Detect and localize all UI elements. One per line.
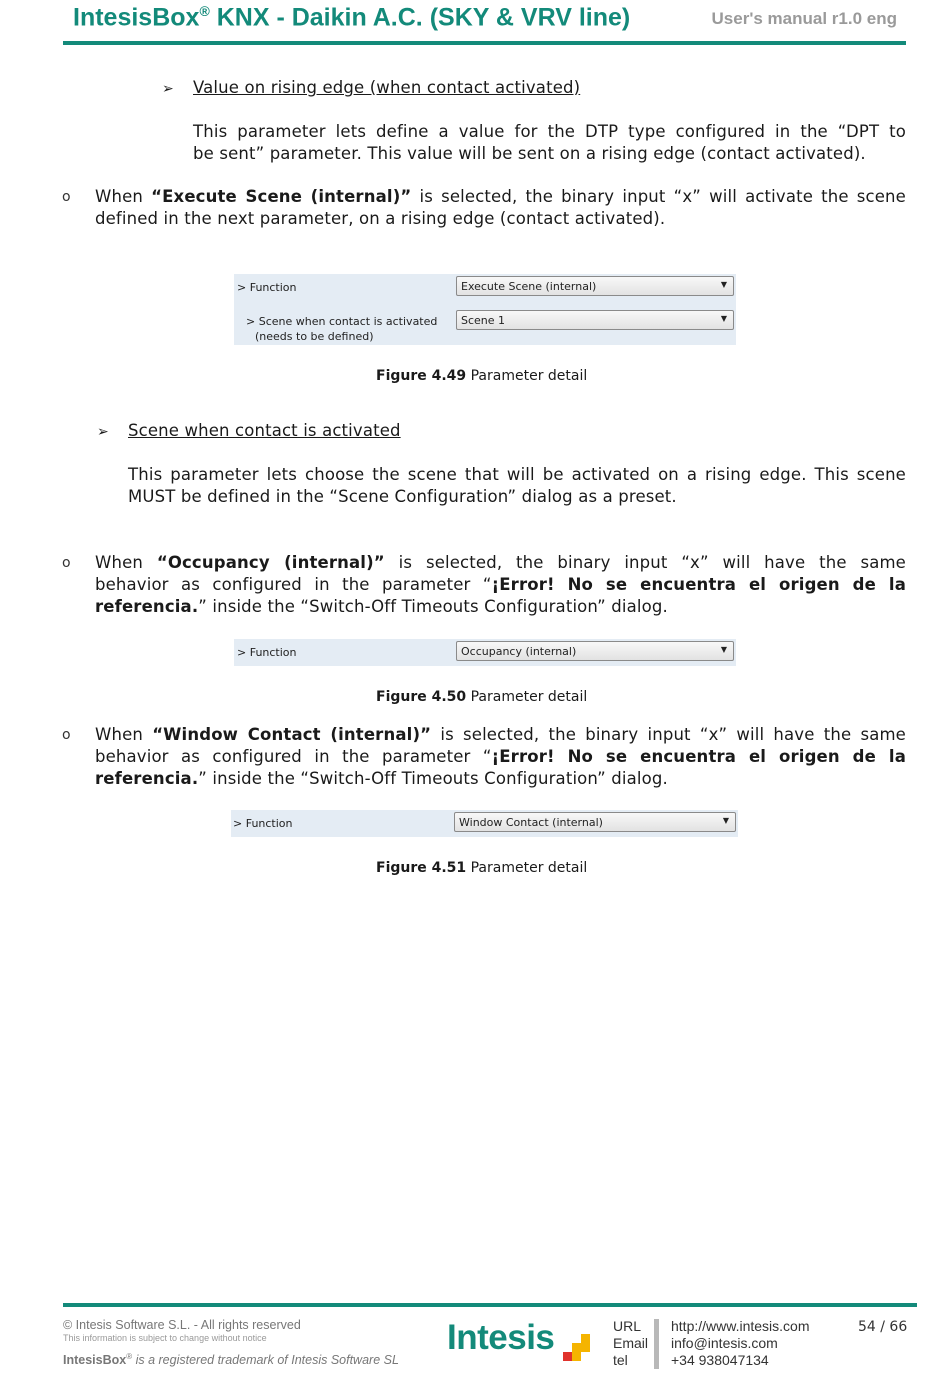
paragraph-line: MUST be defined in the “Scene Configuration” dialog as a preset.	[128, 487, 677, 506]
logo-square-icon	[572, 1343, 581, 1352]
dropdown-arrow-icon: ▼	[722, 816, 729, 825]
disclaimer: This information is subject to change without notice	[63, 1333, 267, 1343]
url-link[interactable]: http://www.intesis.com	[671, 1318, 810, 1334]
paragraph-line: When “Execute Scene (internal)” is selected, the binary input “x” will activate the scene	[95, 187, 906, 206]
dropdown-arrow-icon: ▼	[720, 314, 727, 323]
intesis-logo: Intesis	[447, 1318, 555, 1357]
circle-bullet-icon: o	[62, 555, 71, 571]
parameter-panel	[234, 639, 736, 666]
paragraph-line: referencia.” inside the “Switch-Off Timeouts Configuration” dialog.	[95, 769, 668, 788]
email-link[interactable]: info@intesis.com	[671, 1335, 778, 1351]
scene-dropdown[interactable]	[456, 310, 734, 330]
paragraph-line: This parameter lets choose the scene that will be activated on a rising edge. This scene	[128, 465, 906, 484]
manual-version: User's manual r1.0 eng	[711, 9, 897, 28]
function-dropdown[interactable]	[456, 276, 734, 296]
parameter-label: > Function	[237, 646, 297, 659]
paragraph-line: When “Occupancy (internal)” is selected, the binary input “x” will have the same	[95, 553, 906, 572]
paragraph-line: This parameter lets define a value for the DTP type configured in the “DPT to	[193, 122, 906, 141]
copyright: © Intesis Software S.L. - All rights reserved	[63, 1318, 301, 1332]
figure-caption: Figure 4.50 Parameter detail	[376, 689, 588, 705]
dropdown-value: Scene 1	[461, 314, 506, 327]
dropdown-value: Occupancy (internal)	[461, 645, 577, 658]
footer-divider	[63, 1303, 917, 1307]
arrow-bullet-icon: ➢	[97, 424, 109, 440]
phone-number: +34 938047134	[671, 1352, 769, 1368]
paragraph-line: referencia.” inside the “Switch-Off Timeouts Configuration” dialog.	[95, 597, 668, 616]
url-label: URL	[613, 1318, 642, 1334]
logo-square-icon	[581, 1343, 590, 1352]
trademark-note: IntesisBox® is a registered trademark of Intesis Software SL	[63, 1352, 399, 1368]
section-heading: Value on rising edge (when contact activated)	[193, 78, 581, 97]
header-divider	[63, 41, 906, 45]
dropdown-value: Execute Scene (internal)	[461, 280, 597, 293]
paragraph-line: defined in the next parameter, on a rising edge (contact activated).	[95, 209, 666, 228]
parameter-label: > Scene when contact is activated	[246, 315, 438, 328]
parameter-panel	[234, 274, 736, 345]
contact-separator	[654, 1319, 659, 1369]
parameter-sublabel: (needs to be defined)	[255, 330, 374, 343]
function-dropdown[interactable]	[456, 641, 734, 661]
arrow-bullet-icon: ➢	[162, 81, 174, 97]
parameter-label: > Function	[237, 281, 297, 294]
paragraph-line: be sent” parameter. This value will be sent on a rising edge (contact activated).	[193, 144, 866, 163]
dropdown-value: Window Contact (internal)	[459, 816, 603, 829]
document-title: IntesisBox® KNX - Daikin A.C. (SKY & VRV line)	[73, 3, 631, 32]
figure-caption: Figure 4.49 Parameter detail	[376, 368, 588, 384]
dropdown-arrow-icon: ▼	[720, 280, 727, 289]
parameter-panel	[231, 810, 738, 837]
section-heading: Scene when contact is activated	[128, 421, 401, 440]
logo-square-icon	[581, 1334, 590, 1343]
dropdown-arrow-icon: ▼	[720, 645, 727, 654]
circle-bullet-icon: o	[62, 189, 71, 205]
function-dropdown[interactable]	[454, 812, 736, 832]
circle-bullet-icon: o	[62, 727, 71, 743]
page-number: 54 / 66	[858, 1319, 908, 1335]
logo-square-icon	[563, 1352, 572, 1361]
paragraph-line: behavior as configured in the parameter “¡Error! No se encuentra el origen de la	[95, 747, 906, 766]
figure-caption: Figure 4.51 Parameter detail	[376, 860, 588, 876]
paragraph-line: When “Window Contact (internal)” is selected, the binary input “x” will have the same	[95, 725, 906, 744]
tel-label: tel	[613, 1352, 628, 1368]
paragraph-line: behavior as configured in the parameter “¡Error! No se encuentra el origen de la	[95, 575, 906, 594]
parameter-label: > Function	[233, 817, 293, 830]
email-label: Email	[613, 1335, 649, 1351]
logo-square-icon	[572, 1352, 581, 1361]
